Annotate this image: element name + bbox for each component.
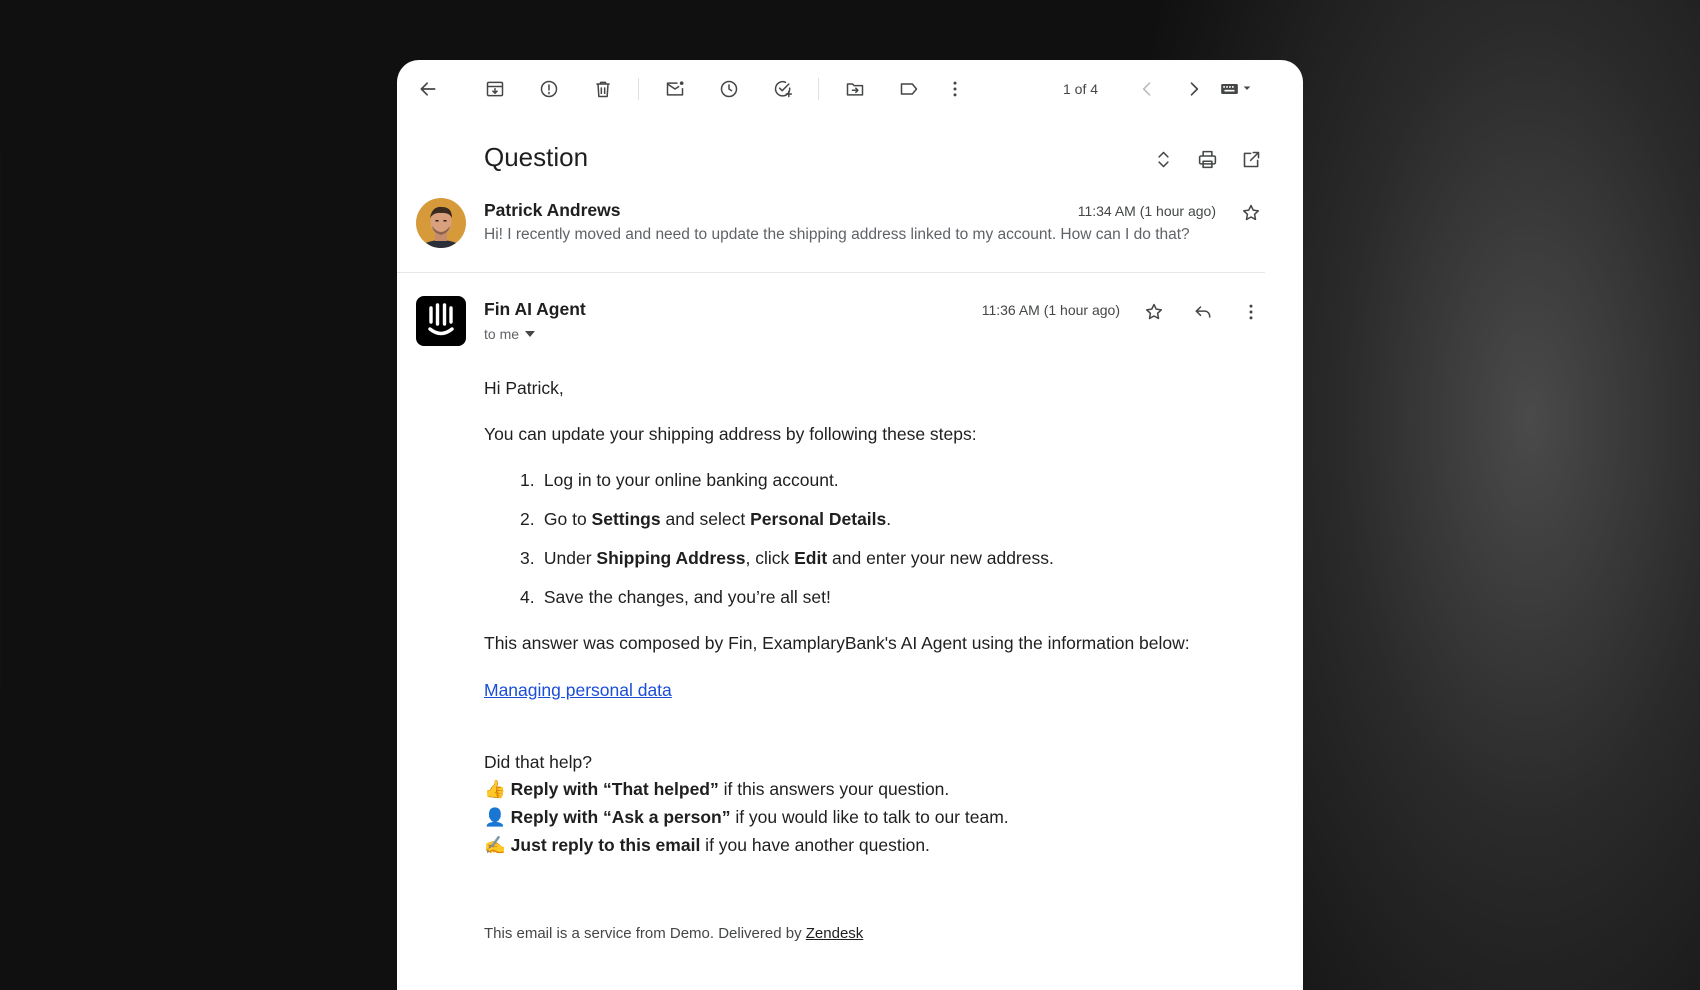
chevron-right-icon[interactable]: [1182, 77, 1206, 101]
source-link[interactable]: Managing personal data: [484, 680, 672, 700]
keyboard-icon[interactable]: [1216, 77, 1258, 101]
toolbar: [397, 60, 1303, 118]
add-task-icon[interactable]: [771, 77, 795, 101]
more-vert-icon[interactable]: [1239, 300, 1263, 324]
star-icon[interactable]: [1239, 201, 1263, 225]
mark-unread-icon[interactable]: [663, 77, 687, 101]
fin-logo: [416, 296, 466, 346]
reply-icon[interactable]: [1191, 300, 1215, 324]
label-icon[interactable]: [897, 77, 921, 101]
zendesk-link[interactable]: Zendesk: [805, 925, 864, 942]
sender-name[interactable]: Patrick Andrews: [484, 200, 621, 220]
move-to-folder-icon[interactable]: [843, 77, 867, 101]
chevron-left-icon[interactable]: [1135, 77, 1159, 101]
more-vert-icon[interactable]: [943, 77, 967, 101]
recipient-label: to me: [484, 326, 520, 342]
message-divider: [397, 272, 1265, 273]
email-subject: Question: [484, 142, 589, 172]
step-1: 1. Log in to your online banking account.: [520, 470, 839, 490]
print-icon[interactable]: [1195, 147, 1219, 171]
pager-count: 1 of 4: [1063, 81, 1099, 97]
help-option-person: 👤 Reply with “Ask a person” if you would like to talk to our team.: [484, 807, 1009, 827]
sender-name[interactable]: Fin AI Agent: [484, 299, 586, 319]
open-new-window-icon[interactable]: [1239, 147, 1263, 171]
step-3: 3. Under Shipping Address, click Edit and enter your new address.: [520, 548, 1054, 568]
email-window: [397, 60, 1303, 990]
star-icon[interactable]: [1142, 300, 1166, 324]
archive-icon[interactable]: [483, 77, 507, 101]
help-option-reply: ✍️ Just reply to this email if you have another question.: [484, 835, 930, 855]
writing-hand-icon: ✍️: [484, 835, 506, 855]
recipient-dropdown[interactable]: [484, 326, 535, 342]
arrow-left-icon[interactable]: [416, 77, 440, 101]
email-footer: This email is a service from Demo. Delivered by Zendesk: [484, 925, 864, 942]
composed-note: This answer was composed by Fin, ExamplaryBank's AI Agent using the information below:: [484, 633, 1190, 653]
avatar-patrick: [416, 198, 466, 248]
greeting: Hi Patrick,: [484, 378, 564, 398]
thumbs-up-icon: 👍: [484, 779, 506, 799]
expand-collapse-icon[interactable]: [1151, 147, 1175, 171]
report-spam-icon[interactable]: [537, 77, 561, 101]
caret-down-icon: [525, 331, 535, 337]
clock-icon[interactable]: [717, 77, 741, 101]
person-icon: 👤: [484, 807, 506, 827]
message-timestamp: 11:36 AM (1 hour ago): [981, 302, 1120, 318]
message-timestamp: 11:34 AM (1 hour ago): [1077, 203, 1216, 219]
step-4: 4. Save the changes, and you’re all set!: [520, 587, 831, 607]
help-question: Did that help?: [484, 752, 592, 772]
step-2: 2. Go to Settings and select Personal Details.: [520, 509, 892, 529]
intro-text: You can update your shipping address by following these steps:: [484, 424, 977, 444]
help-option-helped: 👍 Reply with “That helped” if this answers your question.: [484, 779, 950, 799]
message-snippet[interactable]: Hi! I recently moved and need to update the shipping address linked to my account. How can I do that?: [484, 226, 1190, 243]
trash-icon[interactable]: [591, 77, 615, 101]
